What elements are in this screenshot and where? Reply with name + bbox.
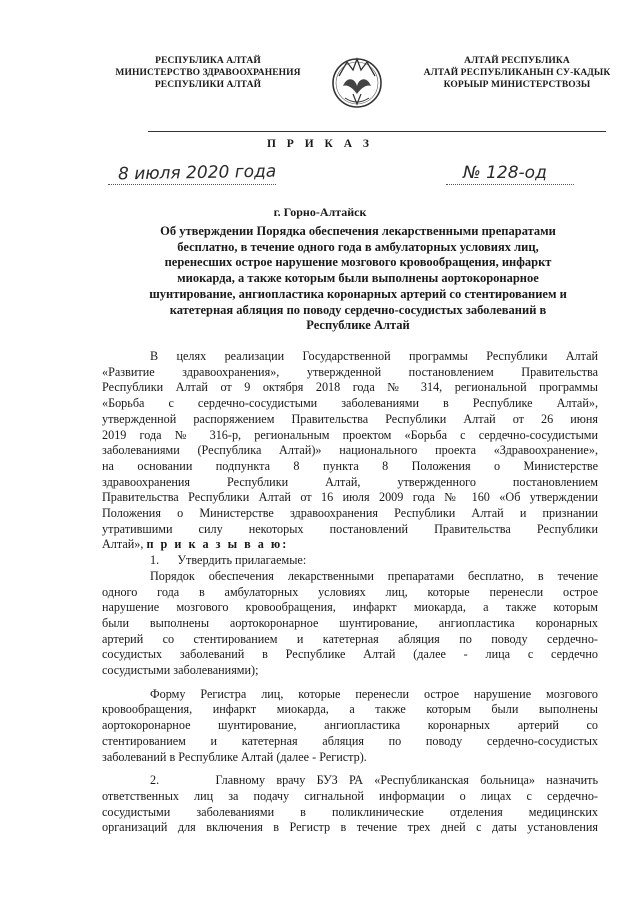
preamble-line: «Борьба с сердечно-сосудистыми заболеваниями в Республике Алтай», bbox=[102, 396, 598, 411]
preamble-line: заболеваниями (Республика Алтай)» национального проекта «Здравоохранение», bbox=[102, 443, 598, 458]
forma-line: заболеваний в Республике Алтай (далее - Регистр). bbox=[102, 749, 367, 764]
handwritten-number: № 128-од bbox=[463, 163, 547, 183]
header-left-line: РЕСПУБЛИКА АЛТАЙ bbox=[155, 56, 261, 66]
item-2-line: организаций для включения в Регистр в течение трех дней с даты установления bbox=[102, 820, 598, 835]
forma-line: кровообращения, инфаркт миокарда, а также которым были выполнены bbox=[102, 702, 598, 717]
preamble-line: Правительства Республики Алтай от 16 июля 2009 года № 160 «Об утверждении bbox=[102, 490, 598, 505]
header-right-line: КОРЫЫР МИНИСТЕРСТВОЗЫ bbox=[443, 80, 591, 90]
poryadok-line: были выполнены аортокоронарное шунтирование, ангиопластика коронарных bbox=[102, 615, 598, 630]
header-left-line: РЕСПУБЛИКИ АЛТАЙ bbox=[154, 80, 262, 90]
preamble-final-line bbox=[102, 537, 598, 553]
poryadok-line: артерий со стентированием и катетерная абляция по поводу сердечно- bbox=[102, 631, 598, 646]
poryadok-line: Порядок обеспечения лекарственными препаратами бесплатно, в течение bbox=[150, 568, 598, 583]
forma-line: аортокоронарное шунтирование, ангиопластика коронарных артерий со bbox=[102, 718, 598, 733]
title-line: бесплатно, в течение одного года в амбулаторных условиях лиц, bbox=[177, 239, 539, 254]
prikazyvayu: п р и к а з ы в а ю: bbox=[146, 537, 289, 552]
preamble-last-words: Алтай», bbox=[102, 537, 144, 552]
title-line: перенесших острое нарушение мозгового кровообращения, инфаркт bbox=[164, 255, 552, 270]
preamble-line: утвержденной распоряжением Правительства Республики Алтай от 26 июня bbox=[102, 411, 598, 426]
date-line bbox=[108, 184, 276, 185]
number-line bbox=[446, 184, 574, 185]
preamble-line: здравоохранения Республики Алтай, утвержденного постановлением bbox=[102, 474, 598, 489]
item-2-line: ответственных лиц за подачу сигнальной информации о лицах с сердечно- bbox=[102, 788, 598, 803]
forma-line: стентированием и катетерная абляция по поводу сердечно-сосудистых bbox=[102, 733, 598, 748]
poryadok-line: одного года в амбулаторных условиях лиц, которые перенесли острое bbox=[102, 584, 598, 599]
item-1-number: 1. bbox=[150, 553, 160, 568]
title-line: миокарда, а также которым были выполнены аортокоронарное bbox=[177, 271, 539, 286]
title-line: шунтирование, ангиопластика коронарных артерий со стентированием и bbox=[149, 286, 567, 301]
title-line: катетерная абляция по поводу сердечно-сосудистых заболеваний в bbox=[169, 302, 547, 317]
item-1-text: Утвердить прилагаемые: bbox=[177, 553, 307, 568]
document-title bbox=[118, 224, 598, 334]
item-2-line: сосудистыми заболеваниями в поликлинические отделения медицинских bbox=[102, 804, 598, 819]
header-right-ministry bbox=[422, 55, 612, 91]
preamble-line: «Развитие здравоохранения», утвержденной постановлением Правительства bbox=[102, 364, 598, 379]
paragraph-gap bbox=[102, 765, 598, 773]
preamble-line: Положения о Министерстве здравоохранения Республики Алтай и признании bbox=[102, 506, 598, 521]
poryadok-line: нарушение мозгового кровообращения, инфаркт миокарда, а также которым bbox=[102, 600, 598, 615]
header-right-line: АЛТАЙ РЕСПУБЛИКА bbox=[464, 56, 570, 66]
header-right-line: АЛТАЙ РЕСПУБЛИКАНЫН СУ-КАДЫК bbox=[423, 68, 611, 78]
document-body bbox=[102, 349, 598, 836]
title-line: Республике Алтай bbox=[306, 318, 410, 333]
document-type: П Р И К А З bbox=[266, 138, 373, 150]
preamble-line: В целях реализации Государственной программы Республики Алтай bbox=[150, 349, 598, 363]
header-left-line: МИНИСТЕРСТВО ЗДРАВООХРАНЕНИЯ bbox=[115, 68, 301, 78]
coat-of-arms-icon bbox=[331, 50, 383, 116]
preamble-line: 2019 года № 316-р, региональным проектом «Борьба с сердечно-сосудистыми bbox=[102, 427, 598, 442]
item-1 bbox=[102, 553, 598, 569]
preamble-line: Республики Алтай от 9 октября 2018 года № 314, региональной программы bbox=[102, 380, 598, 395]
preamble-line: утратившими силу некоторых постановлений Правительства Республики bbox=[102, 521, 598, 536]
poryadok-line: сосудистыми заболеваниями); bbox=[102, 663, 259, 678]
item-2-line: 2. Главному врачу БУЗ РА «Республиканская больница» назначить bbox=[150, 773, 598, 788]
header-left-ministry bbox=[108, 55, 308, 91]
paragraph-gap bbox=[102, 679, 598, 687]
header-divider bbox=[148, 131, 606, 132]
city: г. Горно-Алтайск bbox=[273, 205, 367, 219]
title-line: Об утверждении Порядка обеспечения лекарственными препаратами bbox=[160, 224, 556, 238]
preamble-line: на основании подпункта 8 пункта 8 Положения о Министерстве bbox=[102, 458, 598, 473]
handwritten-date: 8 июля 2020 года bbox=[117, 161, 277, 185]
forma-line: Форму Регистра лиц, которые перенесли острое нарушение мозгового bbox=[150, 686, 598, 701]
poryadok-line: сосудистых заболеваний в Республике Алтай (далее - лица с сердечно bbox=[102, 647, 598, 662]
